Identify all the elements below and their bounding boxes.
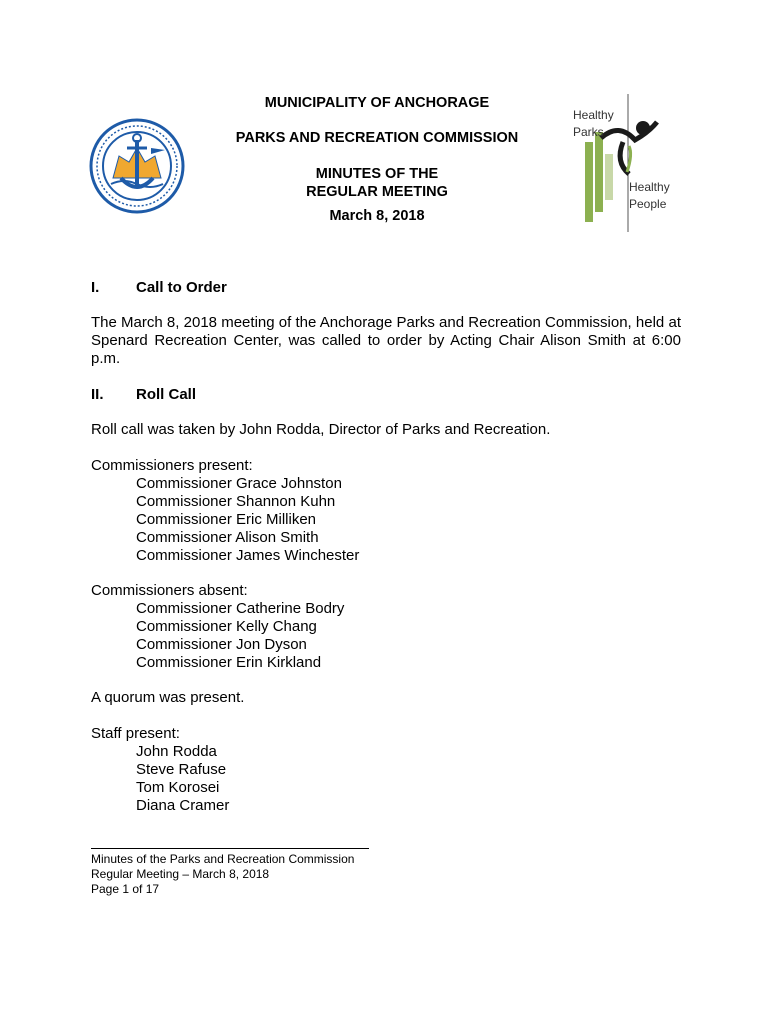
healthy-parks-text-bottom: Parks — [573, 125, 604, 139]
header-minutes: MINUTES OF THE — [315, 166, 439, 182]
footer-line-1: Minutes of the Parks and Recreation Commission — [91, 852, 355, 866]
header-commission: PARKS AND RECREATION COMMISSION — [235, 130, 519, 146]
staff-member: Diana Cramer — [136, 797, 230, 814]
footer-page-number: Page 1 of 17 — [91, 882, 160, 896]
header-date: March 8, 2018 — [329, 208, 425, 224]
healthy-parks-healthy-people-logo — [571, 92, 679, 234]
footer-rule — [91, 848, 369, 849]
section-2-title: Roll Call — [136, 386, 197, 403]
healthy-people-text-top: Healthy — [629, 180, 670, 194]
absent-commissioner: Commissioner Erin Kirkland — [136, 654, 322, 671]
section-1-paragraph: The March 8, 2018 meeting of the Anchorage Parks and Recreation Commission, held at Spenard Recreation Center, was called to order by Acting Chair Alison Smith at 6:00 p.m. — [91, 314, 681, 367]
section-1-number: I. — [91, 279, 100, 296]
healthy-people-text-bottom: People — [629, 197, 667, 211]
present-commissioner: Commissioner Grace Johnston — [136, 475, 342, 492]
roll-call-text: Roll call was taken by John Rodda, Director of Parks and Recreation. — [91, 421, 551, 438]
staff-member: John Rodda — [136, 743, 217, 760]
present-commissioner: Commissioner Eric Milliken — [136, 511, 317, 528]
commissioners-absent-label: Commissioners absent: — [91, 582, 248, 599]
present-commissioner: Commissioner Alison Smith — [136, 529, 319, 546]
header-municipality: MUNICIPALITY OF ANCHORAGE — [264, 95, 490, 111]
municipality-seal-logo — [89, 118, 185, 214]
absent-commissioner: Commissioner Catherine Bodry — [136, 600, 345, 617]
staff-member: Steve Rafuse — [136, 761, 227, 778]
section-2-number: II. — [91, 386, 104, 403]
present-commissioner: Commissioner Shannon Kuhn — [136, 493, 336, 510]
header-regular-meeting: REGULAR MEETING — [306, 184, 448, 200]
section-1-title: Call to Order — [136, 279, 227, 296]
staff-member: Tom Korosei — [136, 779, 220, 796]
footer-line-2: Regular Meeting – March 8, 2018 — [91, 867, 270, 881]
absent-commissioner: Commissioner Kelly Chang — [136, 618, 317, 635]
healthy-parks-text-top: Healthy — [573, 108, 614, 122]
absent-commissioner: Commissioner Jon Dyson — [136, 636, 307, 653]
staff-present-label: Staff present: — [91, 725, 180, 742]
present-commissioner: Commissioner James Winchester — [136, 547, 360, 564]
commissioners-present-label: Commissioners present: — [91, 457, 253, 474]
quorum-statement: A quorum was present. — [91, 689, 245, 706]
